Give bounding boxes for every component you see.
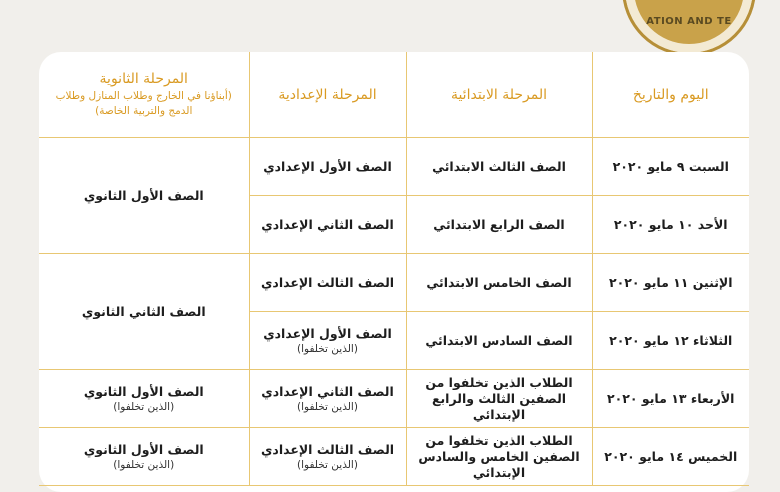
preparatory-cell [249, 370, 406, 428]
preparatory-note: (الذين تخلفوا) [297, 400, 358, 413]
table-row [39, 370, 749, 428]
table-row [39, 138, 749, 196]
day-cell: الأربعاء ١٣ مايو ٢٠٢٠ [592, 370, 749, 428]
preparatory-label: الصف الثالث الإعدادي [260, 441, 395, 457]
secondary-note: (الذين تخلفوا) [113, 458, 175, 471]
day-cell: الأحد ١٠ مايو ٢٠٢٠ [592, 196, 749, 254]
primary-cell: الطلاب الذين تخلفوا من الصفين الخامس والسادس الإبتدائي [406, 428, 592, 486]
preparatory-cell [249, 312, 406, 370]
preparatory-cell: الصف الثاني الإعدادي [249, 196, 406, 254]
seal-text: ATION AND TE [646, 16, 732, 27]
secondary-cell [39, 370, 249, 428]
header-primary: المرحلة الابتدائية [406, 52, 592, 138]
primary-cell: الصف الثالث الابتدائي [406, 138, 592, 196]
primary-cell: الصف السادس الابتدائي [406, 312, 592, 370]
preparatory-note: (الذين تخلفوا) [297, 458, 358, 471]
secondary-note: (الذين تخلفوا) [113, 400, 175, 413]
secondary-cell [39, 254, 249, 370]
secondary-cell [39, 138, 249, 254]
table-header-row [39, 52, 749, 138]
header-day: اليوم والتاريخ [592, 52, 749, 138]
preparatory-cell: الصف الثالث الإعدادي [249, 254, 406, 312]
table-row [39, 428, 749, 486]
header-secondary [39, 52, 249, 138]
secondary-cell [39, 428, 249, 486]
day-cell: الثلاثاء ١٢ مايو ٢٠٢٠ [592, 312, 749, 370]
preparatory-label: الصف الثاني الإعدادي [261, 383, 394, 399]
primary-cell: الصف الرابع الابتدائي [406, 196, 592, 254]
header-preparatory: المرحلة الإعدادية [249, 52, 406, 138]
primary-cell: الصف الخامس الابتدائي [406, 254, 592, 312]
day-cell: الإثنين ١١ مايو ٢٠٢٠ [592, 254, 749, 312]
preparatory-note: (الذين تخلفوا) [297, 342, 358, 355]
preparatory-cell [249, 428, 406, 486]
preparatory-label: الصف الأول الإعدادي [263, 325, 392, 341]
header-secondary-title: المرحلة الثانوية [99, 70, 188, 87]
ministry-seal-logo [622, 0, 756, 56]
day-cell: السبت ٩ مايو ٢٠٢٠ [592, 138, 749, 196]
day-cell: الخميس ١٤ مايو ٢٠٢٠ [592, 428, 749, 486]
header-secondary-note: (أبناؤنا في الخارج وطلاب المنازل وطلاب الدمج والتربية الخاصة) [55, 89, 232, 117]
exam-schedule-table [39, 52, 749, 486]
secondary-label: الصف الأول الثانوي [83, 383, 204, 399]
table-row [39, 254, 749, 312]
primary-cell: الطلاب الذين تخلفوا من الصفين الثالث والرابع الإبتدائي [406, 370, 592, 428]
secondary-label: الصف الثاني الثانوي [81, 303, 206, 319]
secondary-label: الصف الأول الثانوي [83, 441, 204, 457]
preparatory-cell: الصف الأول الإعدادي [249, 138, 406, 196]
secondary-label: الصف الأول الثانوي [83, 187, 204, 203]
